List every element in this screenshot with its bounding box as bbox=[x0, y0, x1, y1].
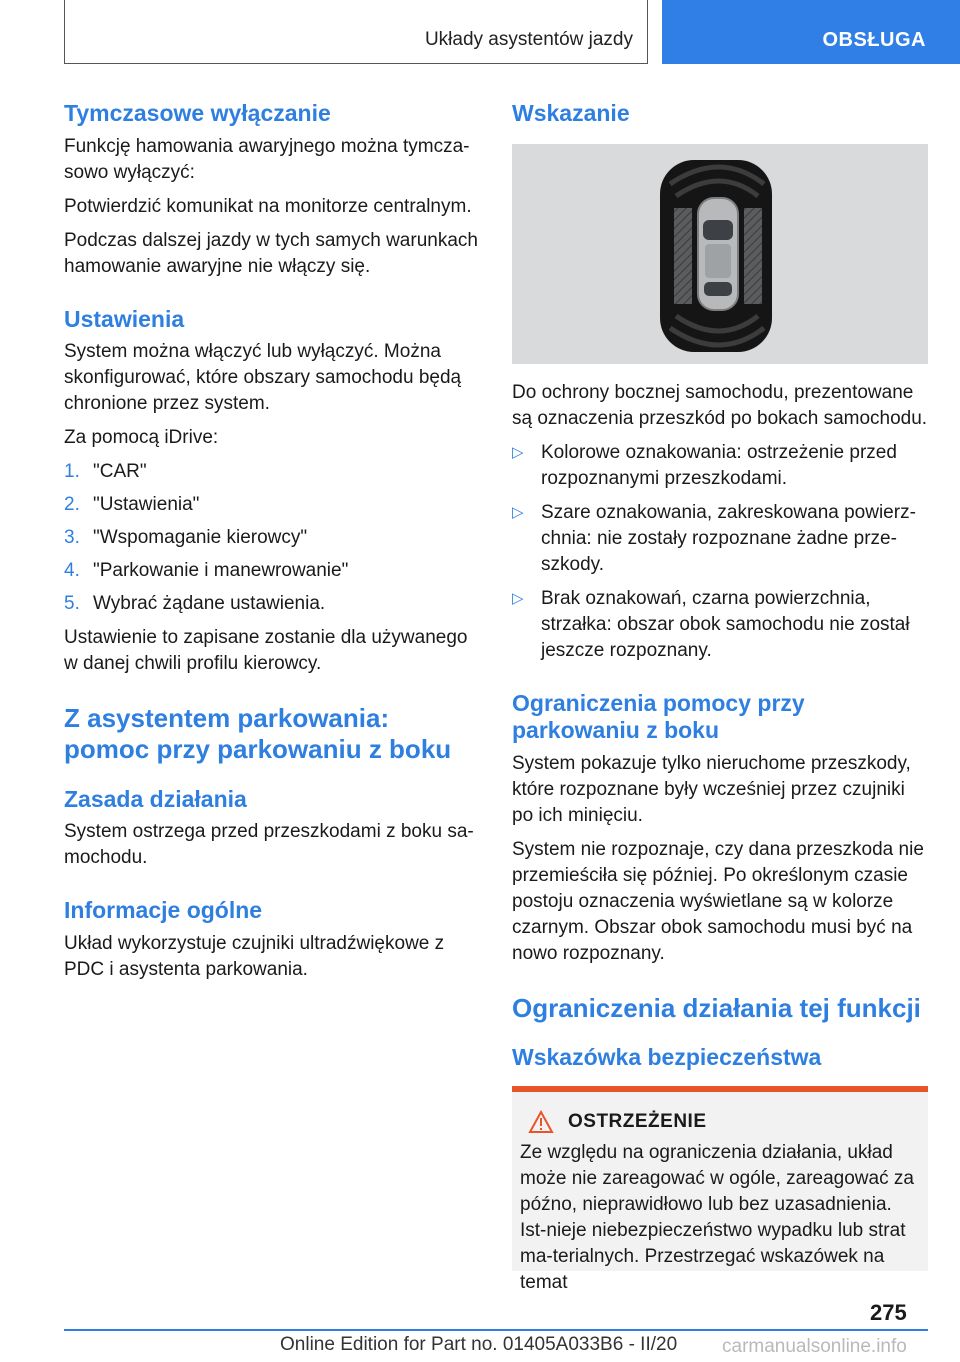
paragraph: System nie rozpoznaje, czy dana przeszkoda nie przemieściła się później. Po określonym czasie postoju oznaczenia wyświetlane są w kolorze czarnym. Obszar obok samochodu musi być na nowo rozpoznany. bbox=[512, 838, 924, 964]
list-item bbox=[64, 492, 480, 518]
warning-box bbox=[512, 1086, 928, 1293]
list-item bbox=[64, 459, 480, 485]
page-number: 275 bbox=[870, 1300, 907, 1325]
list-item bbox=[64, 558, 480, 584]
step-text: "Wspomaganie kierowcy" bbox=[93, 527, 308, 549]
warning-triangle-icon bbox=[528, 1110, 554, 1134]
bullet-text: Brak oznakowań, czarna powierzchnia, strzałka: obszar obok samochodu nie został jeszcze rozpoznany. bbox=[541, 587, 910, 661]
settings-steps-list bbox=[64, 459, 480, 617]
paragraph: Podczas dalszej jazdy w tych samych warunkach hamowanie awaryjne nie włączy się. bbox=[64, 229, 478, 277]
heading-safety-note: Wskazówka bezpieczeństwa bbox=[512, 1043, 822, 1070]
bullet-triangle-icon: ▷ bbox=[512, 443, 524, 461]
step-number: 2. bbox=[64, 494, 80, 516]
list-item bbox=[512, 440, 928, 492]
heading-side-assist-limits: Ograniczenia pomocy przy parkowaniu z boku bbox=[512, 689, 805, 744]
header-section-title: Układy asystentów jazdy bbox=[424, 29, 633, 50]
step-text: "CAR" bbox=[93, 461, 147, 483]
step-number: 3. bbox=[64, 527, 80, 549]
side-protection-illustration bbox=[512, 144, 928, 364]
list-item bbox=[64, 525, 480, 551]
footer-watermark: carmanualsonline.info bbox=[722, 1336, 907, 1357]
paragraph: System ostrzega przed przeszkodami z boku sa-mochodu. bbox=[64, 821, 474, 869]
bullet-text: Szare oznakowania, zakreskowana powierz-chnia: nie zostały rozpoznane żadne prze-szkody. bbox=[541, 501, 916, 575]
heading-settings: Ustawienia bbox=[64, 305, 185, 332]
bullet-text: Kolorowe oznakowania: ostrzeżenie przed rozpoznanymi przeszkodami. bbox=[541, 441, 897, 489]
heading-side-parking-assist: Z asystentem parkowania: pomoc przy parkowaniu z boku bbox=[64, 703, 452, 765]
paragraph: Za pomocą iDrive: bbox=[64, 427, 219, 449]
chapter-tab: OBSŁUGA bbox=[662, 0, 960, 64]
paragraph: Układ wykorzystuje czujniki ultradźwiękowe z PDC i asystenta parkowania. bbox=[64, 932, 445, 980]
step-text: "Parkowanie i manewrowanie" bbox=[93, 560, 349, 582]
warning-title: OSTRZEŻENIE bbox=[568, 1110, 707, 1132]
bullet-triangle-icon: ▷ bbox=[512, 503, 524, 521]
list-item bbox=[64, 591, 480, 617]
heading-general-info: Informacje ogólne bbox=[64, 897, 263, 924]
car-top-view-image bbox=[512, 144, 928, 364]
paragraph: Ustawienie to zapisane zostanie dla używanego w danej chwili profilu kierowcy. bbox=[64, 627, 468, 675]
heading-temporary-disable: Tymczasowe wyłączanie bbox=[64, 100, 331, 126]
footer-edition: Online Edition for Part no. 01405A033B6 - II/20 bbox=[280, 1334, 678, 1355]
warning-header bbox=[520, 1110, 920, 1134]
heading-function-limits: Ograniczenia działania tej funkcji bbox=[512, 992, 921, 1023]
list-item bbox=[512, 500, 928, 578]
right-column bbox=[512, 100, 928, 1293]
step-number: 5. bbox=[64, 593, 80, 615]
heading-display: Wskazanie bbox=[512, 100, 630, 126]
footer-divider bbox=[64, 1329, 928, 1331]
bullet-triangle-icon: ▷ bbox=[512, 589, 524, 607]
paragraph: Do ochrony bocznej samochodu, prezentowane są oznaczenia przeszkód po bokach samochodu. bbox=[512, 381, 928, 429]
step-number: 1. bbox=[64, 461, 80, 483]
left-column bbox=[64, 100, 480, 991]
running-header bbox=[64, 0, 648, 64]
paragraph: Funkcję hamowania awaryjnego można tymcza-sowo wyłączyć: bbox=[64, 135, 470, 183]
step-text: "Ustawienia" bbox=[93, 494, 200, 516]
step-text: Wybrać żądane ustawienia. bbox=[93, 593, 326, 615]
list-item bbox=[512, 586, 928, 664]
warning-text: Ze względu na ograniczenia działania, układ może nie zareagować w ogóle, zareagować za późno, nieprawidłowo lub bez uzasadnienia. Ist-nieje niebezpieczeństwo wypadku lub strat ma-terialnych. Przestrzegać wskazówek na temat bbox=[520, 1141, 914, 1293]
heading-principle: Zasada działania bbox=[64, 785, 247, 812]
paragraph: System pokazuje tylko nieruchome przeszkody, które rozpoznane były wcześniej przez czujniki po ich minięciu. bbox=[512, 752, 911, 826]
display-markings-list bbox=[512, 440, 928, 664]
paragraph: System można włączyć lub wyłączyć. Można skonfigurować, które obszary samochodu będą chronione przez system. bbox=[64, 341, 462, 415]
paragraph: Potwierdzić komunikat na monitorze centralnym. bbox=[64, 195, 472, 217]
step-number: 4. bbox=[64, 560, 80, 582]
